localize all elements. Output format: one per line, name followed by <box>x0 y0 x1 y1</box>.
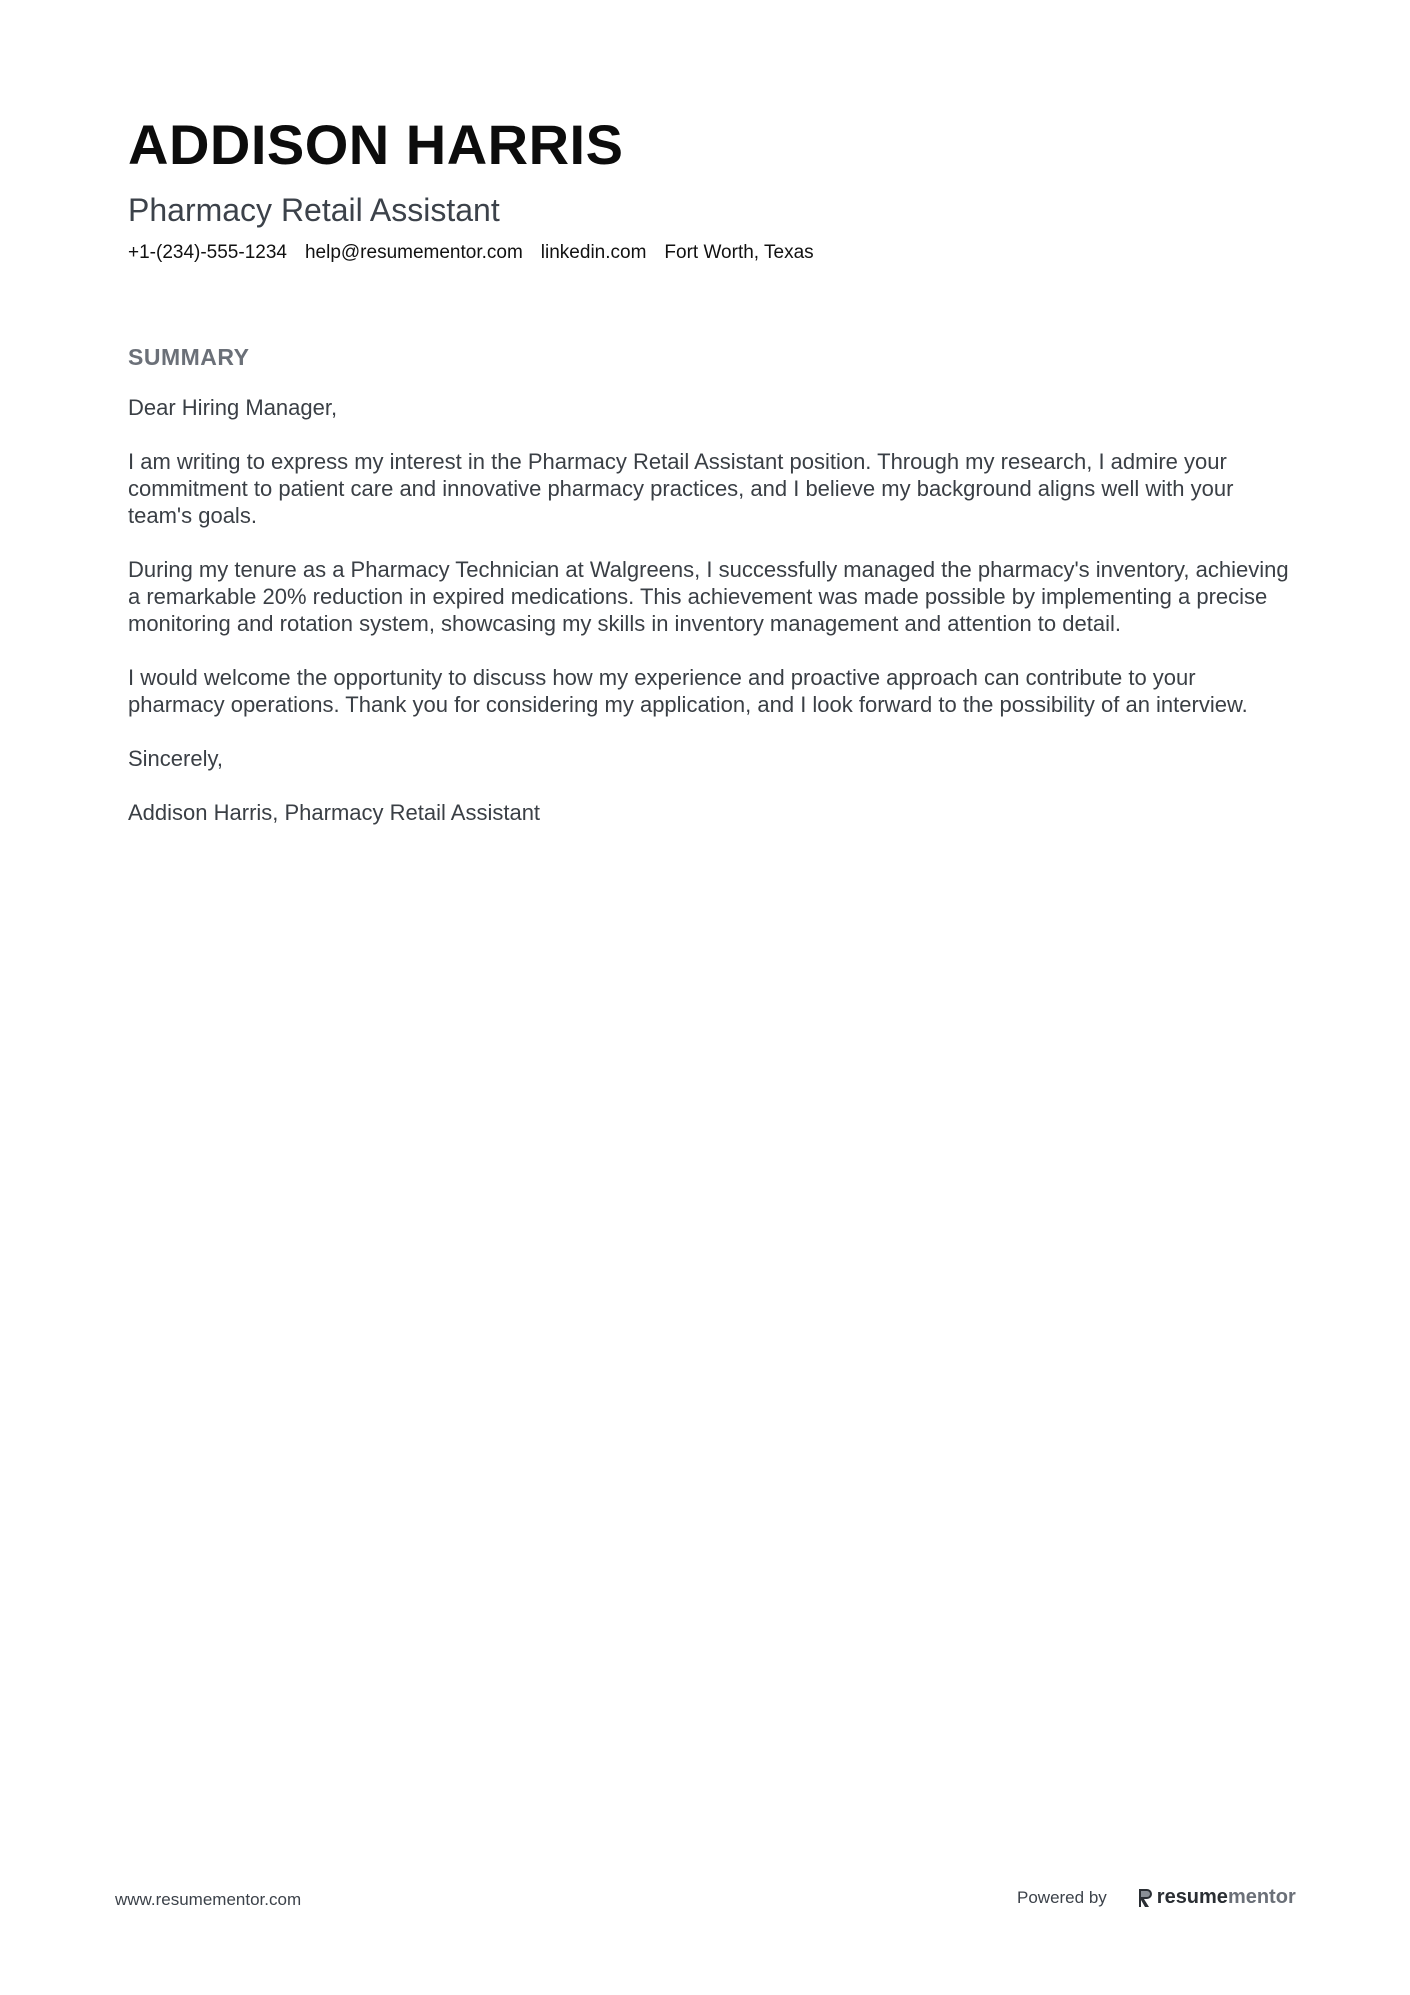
cover-letter-body <box>128 394 1293 826</box>
letter-signature: Addison Harris, Pharmacy Retail Assistant <box>128 800 541 825</box>
letter-paragraph-2: During my tenure as a Pharmacy Technician at Walgreens, I successfully managed the pharmacy's inventory, achieving a remarkable 20% reduction in expired medications. This achievement was made possible by implementing a precise monitoring and rotation system, showcasing my skills in inventory management and attention to detail. <box>128 557 1289 636</box>
resume-header <box>128 110 1288 266</box>
powered-by <box>1017 1886 1296 1909</box>
contact-linkedin[interactable]: linkedin.com <box>540 242 647 263</box>
letter-paragraph-3: I would welcome the opportunity to discuss how my experience and proactive approach can contribute to your pharmacy operations. Thank you for considering my application, and I look forward to the possibility of an interview. <box>128 665 1248 717</box>
resumementor-logo-icon <box>1137 1888 1153 1908</box>
footer-website-link[interactable]: www.resumementor.com <box>115 1890 302 1909</box>
contact-email[interactable]: help@resumementor.com <box>304 242 523 263</box>
powered-by-label: Powered by <box>1017 1887 1107 1907</box>
letter-closing: Sincerely, <box>128 746 223 771</box>
brand-name-mentor: mentor <box>1227 1886 1296 1908</box>
job-title: Pharmacy Retail Assistant <box>128 192 500 228</box>
summary-section <box>128 342 1293 853</box>
contact-location: Fort Worth, Texas <box>664 242 814 263</box>
contact-info <box>128 240 1288 266</box>
brand-logo[interactable] <box>1137 1886 1296 1909</box>
brand-name-resume: resume <box>1156 1886 1228 1908</box>
letter-salutation: Dear Hiring Manager, <box>128 395 338 420</box>
contact-phone: +1-(234)-555-1234 <box>128 242 287 263</box>
candidate-name: ADDISON HARRIS <box>128 113 624 176</box>
section-title-summary: SUMMARY <box>128 344 250 370</box>
letter-paragraph-1: I am writing to express my interest in the Pharmacy Retail Assistant position. Through my research, I admire your commitment to patient care and innovative pharmacy practices, and I believe my background aligns well with your team's goals. <box>128 449 1234 528</box>
